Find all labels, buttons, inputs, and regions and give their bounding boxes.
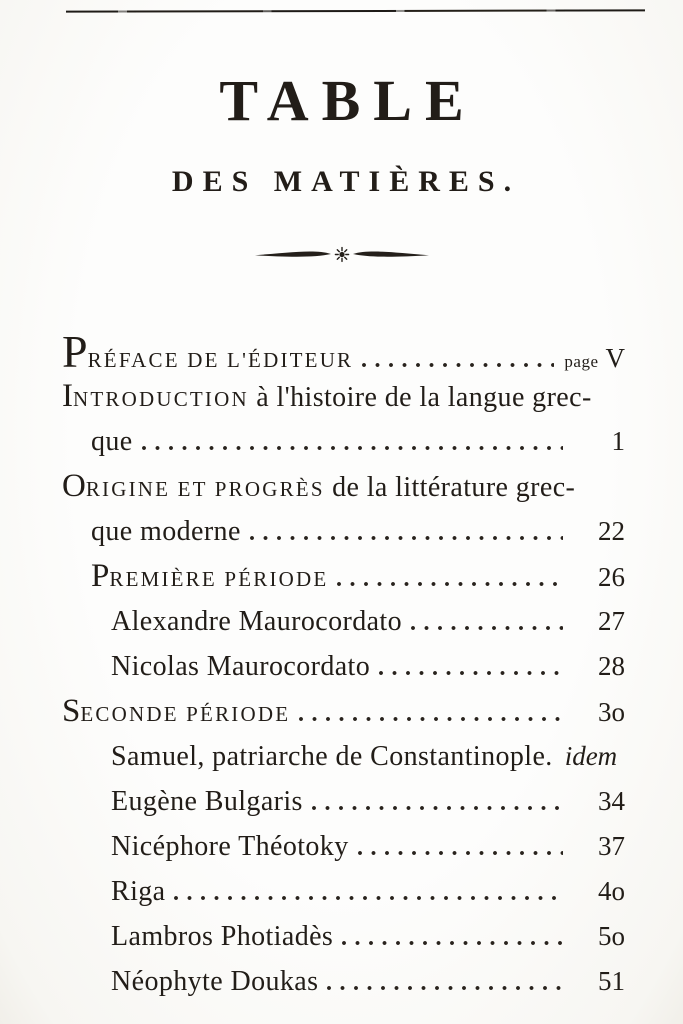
dot-leader xyxy=(250,536,563,540)
toc-entry-page xyxy=(573,779,625,824)
toc-entry-title xyxy=(62,374,592,422)
dot-leader xyxy=(337,582,563,586)
toc-entry-text: que xyxy=(91,426,133,457)
page-number: 22 xyxy=(598,516,625,546)
toc-entry-page xyxy=(573,959,625,1004)
toc-entry xyxy=(62,599,625,644)
page-number: 26 xyxy=(598,562,625,592)
page-number: 37 xyxy=(598,831,625,861)
toc-entry-title xyxy=(62,689,290,737)
toc-entry xyxy=(62,824,625,869)
toc-entry-title xyxy=(111,779,303,824)
toc-entry-title xyxy=(111,824,349,869)
toc-entry-smallcaps: RÉFACE DE L'ÉDITEUR xyxy=(87,348,354,372)
toc-entry-initial: P xyxy=(62,326,88,377)
page-number: 28 xyxy=(598,651,625,681)
toc-entry-text: que moderne xyxy=(91,516,241,547)
page-number: 27 xyxy=(598,606,625,636)
dot-leader xyxy=(358,851,563,855)
toc-entry-initial: S xyxy=(62,693,81,729)
toc-entry-smallcaps: REMIÈRE PÉRIODE xyxy=(109,567,329,591)
toc-entry-page xyxy=(573,914,625,959)
page-number: 51 xyxy=(598,966,625,996)
toc-entry-page xyxy=(573,690,625,735)
page-number: 5o xyxy=(598,921,625,951)
toc-entry xyxy=(62,644,625,689)
toc-entry-text: à l'histoire de la langue grec- xyxy=(248,382,592,413)
page-number: 1 xyxy=(611,426,625,456)
toc-entry xyxy=(62,509,625,554)
toc-entry xyxy=(62,869,625,914)
toc-entry-title xyxy=(111,599,402,644)
page-subtitle: DES MATIÈRES. xyxy=(171,165,521,198)
dot-leader xyxy=(174,896,563,900)
toc-entry-title xyxy=(91,419,133,464)
page-word: page xyxy=(564,352,599,371)
toc-entry xyxy=(62,734,625,779)
toc-entry-page xyxy=(573,555,625,600)
toc-entry-text: Samuel, patriarche de Constantinople. xyxy=(111,741,553,772)
toc-entry-text: Nicolas Maurocordato xyxy=(111,651,371,682)
toc-entry-text: Lambros Photiadès xyxy=(111,921,334,952)
table-of-contents xyxy=(62,326,625,1004)
toc-entry xyxy=(62,554,625,599)
toc-entry-smallcaps: RIGINE ET PROGRÈS xyxy=(85,477,325,501)
toc-entry-title xyxy=(111,914,333,959)
toc-entry-smallcaps: NTRODUCTION xyxy=(73,387,249,411)
dot-leader xyxy=(379,671,563,675)
dot-leader xyxy=(362,363,554,367)
page-top-rule xyxy=(66,9,645,13)
toc-entry-text: Nicéphore Théotoky xyxy=(111,831,349,862)
toc-entry-page xyxy=(573,419,625,464)
toc-entry-title xyxy=(111,644,370,689)
toc-entry-smallcaps: ECONDE PÉRIODE xyxy=(80,702,291,726)
toc-entry-title xyxy=(111,869,165,914)
toc-entry xyxy=(62,959,625,1004)
dot-leader xyxy=(411,626,563,630)
toc-entry-page xyxy=(573,869,625,914)
page-number: 4o xyxy=(598,876,625,906)
page-title: TABLE xyxy=(219,68,477,133)
toc-entry xyxy=(62,326,625,377)
page-number: 3o xyxy=(598,697,625,727)
dot-leader xyxy=(142,446,563,450)
toc-entry xyxy=(62,374,625,419)
page-number: V xyxy=(605,343,625,373)
toc-entry-page xyxy=(573,509,625,554)
toc-entry-title xyxy=(91,554,328,602)
rosette-divider-icon xyxy=(252,244,432,266)
toc-entry-initial: O xyxy=(62,468,86,504)
toc-entry-page xyxy=(573,644,625,689)
toc-entry-text: Alexandre Maurocordato xyxy=(111,606,403,637)
toc-entry-page xyxy=(565,734,617,779)
toc-entry-text: Néophyte Doukas xyxy=(111,966,319,997)
toc-entry-title xyxy=(111,734,553,779)
toc-entry-initial: I xyxy=(62,378,73,414)
toc-entry-text: de la littérature grec- xyxy=(324,472,576,503)
dot-leader xyxy=(299,717,563,721)
toc-entry-text: Riga xyxy=(111,876,166,907)
toc-entry-text: Eugène Bulgaris xyxy=(111,786,303,817)
toc-entry-title xyxy=(91,509,241,554)
toc-entry xyxy=(62,419,625,464)
toc-entry xyxy=(62,689,625,734)
toc-entry xyxy=(62,464,625,509)
page-number: idem xyxy=(564,741,618,771)
dot-leader xyxy=(342,941,563,945)
toc-entry-initial: P xyxy=(91,558,110,594)
divider-ornament xyxy=(252,244,432,266)
toc-entry xyxy=(62,779,625,824)
toc-entry xyxy=(62,914,625,959)
dot-leader xyxy=(327,986,563,990)
toc-entry-title xyxy=(111,959,318,1004)
toc-entry-page xyxy=(573,599,625,644)
page-number: 34 xyxy=(598,786,625,816)
toc-entry-title xyxy=(62,464,575,512)
dot-leader xyxy=(312,806,563,810)
toc-entry-page xyxy=(573,824,625,869)
